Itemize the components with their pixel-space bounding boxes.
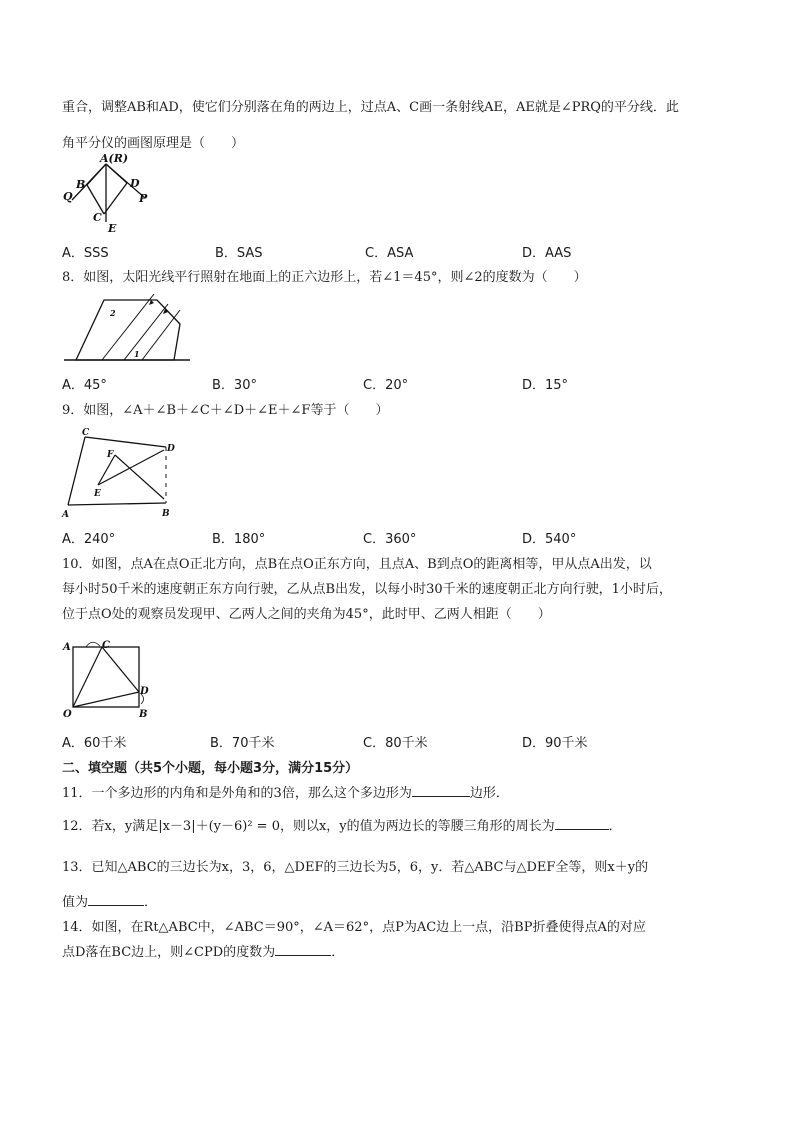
q8-hexagon-figure [62, 290, 192, 370]
q10-label-o: O [63, 709, 72, 720]
q10-option-a[interactable]: A．60千米 [62, 736, 127, 751]
q7-option-c[interactable]: C．ASA [365, 246, 414, 261]
q8-option-c[interactable]: C．20° [363, 378, 409, 393]
q7-label-b: B [76, 178, 86, 191]
q10-option-d[interactable]: D．90千米 [522, 736, 588, 751]
q8-label-angle2: 2 [110, 308, 116, 318]
q7-label-c: C [93, 211, 102, 224]
q13-answer-blank[interactable] [88, 894, 144, 906]
q9-label-e: E [94, 489, 101, 499]
q14-answer-blank[interactable] [275, 944, 331, 956]
q9-label-b: B [162, 509, 170, 519]
q10-option-b[interactable]: B．70千米 [210, 736, 275, 751]
q10-text-line2: 每小时50千米的速度朝正东方向行驶，乙从点B出发，以每小时30千米的速度朝正北方向行驶，1小时后， [62, 582, 672, 597]
q10-label-a: A [63, 642, 71, 653]
q12-text-end: ． [608, 819, 622, 834]
q9-option-b[interactable]: B．180° [212, 532, 266, 547]
q14-line2 [62, 941, 344, 960]
q7-option-b[interactable]: B．SAS [215, 246, 263, 261]
q8-label-angle1: 1 [134, 349, 140, 359]
q7-label-a: A(R) [100, 152, 129, 165]
q10-text-line1: 10．如图，点A在点O正北方向，点B在点O正东方向，且点A、B到点O的距离相等，甲从点A出发，以 [62, 557, 652, 572]
q9-label-c: C [82, 428, 90, 438]
q13-text-end: ． [144, 895, 158, 910]
q13-text: 值为 [62, 895, 89, 910]
q7-label-q: Q [63, 190, 73, 203]
q8-option-d[interactable]: D．15° [522, 378, 569, 393]
q10-label-c: C [102, 640, 110, 651]
q7-angle-bisector-figure [60, 150, 160, 240]
q8-text: 8．如图，太阳光线平行照射在地面上的正六边形上，若∠1＝45°，则∠2的度数为（ ） [62, 270, 587, 285]
q7-label-d: D [130, 177, 140, 190]
q9-label-f: F [107, 450, 114, 460]
q10-option-c[interactable]: C．80千米 [363, 736, 428, 751]
q7-option-a[interactable]: A．SSS [62, 246, 109, 261]
q12-text: 12．若x，y满足|x－3|＋(y－6)² = 0，则以x，y的值为两边长的等腰三角形的周长为 [62, 819, 555, 834]
q13-text-line1: 13．已知△ABC的三边长为x，3，6，△DEF的三边长为5，6，y．若△ABC与△DEF全等，则x＋y的 [62, 860, 649, 875]
q9-option-a[interactable]: A．240° [62, 532, 116, 547]
q11-answer-blank[interactable] [412, 785, 470, 797]
q9-polygon-figure [60, 425, 185, 520]
q12-answer-blank[interactable] [555, 818, 609, 830]
section-fill-in-blank-heading: 二、填空题（共5个小题，每小题3分，满分15分） [62, 761, 359, 776]
q10-label-b: B [139, 709, 148, 720]
q14-text: 点D落在BC边上，则∠CPD的度数为 [62, 945, 276, 960]
q8-option-a[interactable]: A．45° [62, 378, 107, 393]
q7-label-p: P [139, 192, 148, 205]
q12-line [62, 815, 622, 834]
q11-line [62, 782, 509, 801]
q7-text-line2: 角平分仪的画图原理是（ ） [62, 136, 245, 151]
q9-label-d: D [167, 444, 175, 454]
q10-label-d: D [140, 686, 149, 697]
q13-line2 [62, 891, 157, 910]
q9-label-a: A [62, 510, 69, 520]
q7-label-e: E [108, 222, 117, 235]
q14-text-line1: 14．如图，在Rt△ABC中，∠ABC＝90°，∠A＝62°，点P为AC边上一点，沿BP折叠使得点A的对应 [62, 920, 646, 935]
q8-option-b[interactable]: B．30° [212, 378, 257, 393]
q7-option-d[interactable]: D．AAS [522, 246, 572, 261]
q10-square-figure [60, 630, 160, 725]
q9-option-d[interactable]: D．540° [522, 532, 577, 547]
q7-text-line1: 重合，调整AB和AD，使它们分别落在角的两边上，过点A、C画一条射线AE，AE就是∠PRQ的平分线．此 [62, 100, 679, 115]
q9-option-c[interactable]: C．360° [363, 532, 417, 547]
q10-text-line3: 位于点O处的观察员发现甲、乙两人之间的夹角为45°，此时甲、乙两人相距（ ） [62, 607, 551, 622]
q11-text: 11．一个多边形的内角和是外角和的3倍，那么这个多边形为 [62, 786, 412, 801]
q11-text-end: 边形． [469, 786, 509, 801]
q14-text-end: ． [331, 945, 345, 960]
q9-text: 9．如图，∠A＋∠B＋∠C＋∠D＋∠E＋∠F等于（ ） [62, 403, 389, 418]
